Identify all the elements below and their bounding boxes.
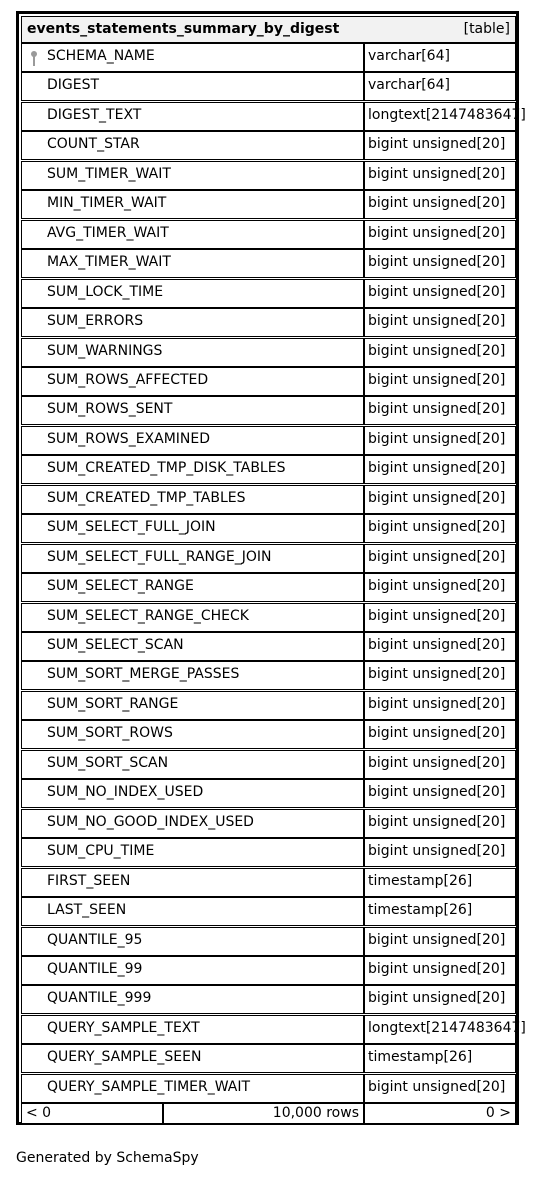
column-type: bigint unsigned[20] (368, 371, 506, 388)
column-type-cell (364, 367, 516, 396)
column-name-cell[interactable] (21, 956, 364, 985)
column-type: bigint unsigned[20] (368, 342, 506, 359)
column-type-cell (364, 190, 516, 219)
column-name-cell[interactable] (21, 720, 364, 749)
table-row[interactable] (21, 308, 516, 337)
column-name-cell[interactable] (21, 603, 364, 632)
column-name: SUM_NO_GOOD_INDEX_USED (47, 813, 254, 830)
column-type-cell (364, 455, 516, 484)
table-row[interactable] (21, 603, 516, 632)
column-type-cell (364, 956, 516, 985)
column-type: bigint unsigned[20] (368, 283, 506, 300)
column-type: varchar[64] (368, 77, 450, 94)
column-type-cell (364, 338, 516, 367)
column-type-cell (364, 396, 516, 425)
column-name: SUM_TIMER_WAIT (47, 165, 171, 182)
column-name-cell[interactable] (21, 809, 364, 838)
column-name-cell[interactable] (21, 308, 364, 337)
column-type: bigint unsigned[20] (368, 578, 506, 595)
column-name-cell[interactable] (21, 455, 364, 484)
column-name-cell[interactable] (21, 661, 364, 690)
table-row[interactable] (21, 514, 516, 543)
column-type: bigint unsigned[20] (368, 313, 506, 330)
column-name: DIGEST_TEXT (47, 106, 142, 123)
column-name-cell[interactable] (21, 985, 364, 1014)
column-name: SUM_SORT_RANGE (47, 695, 179, 712)
column-type: bigint unsigned[20] (368, 519, 506, 536)
column-type-cell (364, 544, 516, 573)
column-name-cell[interactable] (21, 396, 364, 425)
column-type-cell (364, 779, 516, 808)
table-row[interactable] (21, 632, 516, 661)
column-type-cell (364, 868, 516, 897)
column-type: bigint unsigned[20] (368, 843, 506, 860)
column-type: bigint unsigned[20] (368, 666, 506, 683)
column-name: SUM_SELECT_FULL_RANGE_JOIN (47, 548, 272, 565)
table-row[interactable] (21, 161, 516, 190)
column-name-cell[interactable] (21, 367, 364, 396)
footer-parents-cell[interactable] (21, 1103, 163, 1124)
column-type-cell (364, 720, 516, 749)
column-type: bigint unsigned[20] (368, 754, 506, 771)
column-name: SUM_SELECT_FULL_JOIN (47, 519, 216, 536)
column-type: bigint unsigned[20] (368, 548, 506, 565)
table-row[interactable] (21, 956, 516, 985)
column-type-cell (364, 1074, 516, 1103)
column-type-cell (364, 750, 516, 779)
column-type: bigint unsigned[20] (368, 784, 506, 801)
column-name-cell[interactable] (21, 161, 364, 190)
column-name: SUM_SORT_SCAN (47, 754, 169, 771)
column-name: SUM_ROWS_SENT (47, 401, 173, 418)
column-name: QUERY_SAMPLE_TIMER_WAIT (47, 1078, 251, 1095)
column-type-cell (364, 573, 516, 602)
column-type-cell (364, 161, 516, 190)
column-name-cell[interactable] (21, 190, 364, 219)
column-name: QUANTILE_99 (47, 960, 143, 977)
column-name: FIRST_SEEN (47, 872, 131, 889)
table-row[interactable] (21, 779, 516, 808)
table-header (21, 16, 516, 43)
column-type-cell (364, 809, 516, 838)
column-type-cell (364, 838, 516, 867)
column-name: SUM_CREATED_TMP_TABLES (47, 489, 246, 506)
column-name-cell[interactable] (21, 927, 364, 956)
column-type-cell (364, 603, 516, 632)
column-type: varchar[64] (368, 48, 450, 64)
table-row[interactable] (21, 691, 516, 720)
column-type: bigint unsigned[20] (368, 489, 506, 506)
column-name-cell[interactable] (21, 220, 364, 249)
column-type: bigint unsigned[20] (368, 1078, 506, 1095)
footer-rows-cell (163, 1103, 364, 1124)
column-name: SUM_SELECT_RANGE (47, 578, 194, 595)
column-name: AVG_TIMER_WAIT (47, 224, 169, 241)
table-footer (21, 1103, 516, 1124)
table-entity-inner (21, 16, 526, 1122)
table-row[interactable] (21, 396, 516, 425)
column-type-cell (364, 1015, 526, 1044)
column-type: bigint unsigned[20] (368, 931, 506, 948)
column-name-cell[interactable] (21, 43, 364, 72)
column-name: SUM_CREATED_TMP_DISK_TABLES (47, 460, 286, 477)
column-type-cell (364, 102, 526, 131)
column-type: timestamp[26] (368, 902, 473, 919)
column-name-cell[interactable] (21, 544, 364, 573)
generated-by-text: Generated by SchemaSpy (16, 1150, 199, 1166)
column-name-cell[interactable] (21, 1044, 364, 1073)
table-row[interactable] (21, 750, 516, 779)
column-type: bigint unsigned[20] (368, 401, 506, 418)
table-row[interactable] (21, 1074, 516, 1103)
column-name: QUERY_SAMPLE_TEXT (47, 1019, 200, 1036)
column-type-cell (364, 131, 516, 160)
column-type-cell (364, 72, 516, 101)
column-name: SUM_SELECT_RANGE_CHECK (47, 607, 249, 624)
footer-parents-count: < 0 (26, 1105, 52, 1122)
column-name-cell[interactable] (21, 573, 364, 602)
table-row[interactable] (21, 720, 516, 749)
column-name: SCHEMA_NAME (47, 48, 155, 64)
table-row[interactable] (21, 367, 516, 396)
column-type-cell (364, 43, 516, 72)
column-type-cell (364, 985, 516, 1014)
column-type-cell (364, 927, 516, 956)
column-name-cell[interactable] (21, 1074, 364, 1103)
table-row[interactable] (21, 190, 516, 219)
column-name-cell[interactable] (21, 279, 364, 308)
column-name-cell[interactable] (21, 838, 364, 867)
table-row[interactable] (21, 72, 516, 101)
column-type: longtext[2147483647] (368, 106, 526, 123)
table-row[interactable] (21, 927, 516, 956)
column-name: QUANTILE_95 (47, 931, 143, 948)
table-row[interactable] (21, 1044, 516, 1073)
column-name-cell[interactable] (21, 514, 364, 543)
column-name: DIGEST (47, 77, 100, 94)
column-name: SUM_SORT_MERGE_PASSES (47, 666, 240, 683)
column-name-cell[interactable] (21, 338, 364, 367)
column-type-cell (364, 1044, 516, 1073)
column-type-cell (364, 691, 516, 720)
column-name-cell[interactable] (21, 1015, 364, 1044)
column-type-cell (364, 897, 516, 926)
column-name: QUERY_SAMPLE_SEEN (47, 1049, 202, 1066)
column-type: bigint unsigned[20] (368, 607, 506, 624)
column-name: SUM_NO_INDEX_USED (47, 784, 204, 801)
column-type: longtext[2147483647] (368, 1019, 526, 1036)
table-row[interactable] (21, 985, 516, 1014)
table-entity-box (16, 11, 526, 1125)
column-name: SUM_ERRORS (47, 313, 144, 330)
column-type: bigint unsigned[20] (368, 460, 506, 477)
column-type-cell (364, 249, 516, 278)
table-type-label: [table] (463, 21, 510, 37)
column-type: timestamp[26] (368, 1049, 473, 1066)
table-row[interactable] (21, 838, 516, 867)
column-name-cell[interactable] (21, 426, 364, 455)
column-type: bigint unsigned[20] (368, 990, 506, 1007)
column-type-cell (364, 514, 516, 543)
column-name-cell[interactable] (21, 632, 364, 661)
column-name: COUNT_STAR (47, 136, 140, 153)
table-row[interactable] (21, 220, 516, 249)
column-type: bigint unsigned[20] (368, 165, 506, 182)
column-name-cell[interactable] (21, 897, 364, 926)
column-type: bigint unsigned[20] (368, 430, 506, 447)
column-type-cell (364, 632, 516, 661)
column-type-cell (364, 308, 516, 337)
table-row[interactable] (21, 279, 516, 308)
column-name: SUM_WARNINGS (47, 342, 163, 359)
table-name[interactable]: events_statements_summary_by_digest (27, 21, 340, 37)
column-name-cell[interactable] (21, 691, 364, 720)
column-name: SUM_SORT_ROWS (47, 725, 173, 742)
key-icon (29, 50, 39, 68)
table-row[interactable] (21, 661, 516, 690)
column-name: SUM_ROWS_AFFECTED (47, 371, 209, 388)
table-row[interactable] (21, 338, 516, 367)
column-name-cell[interactable] (21, 102, 364, 131)
table-row[interactable] (21, 809, 516, 838)
column-name: SUM_CPU_TIME (47, 843, 155, 860)
column-name-cell[interactable] (21, 779, 364, 808)
column-type: bigint unsigned[20] (368, 960, 506, 977)
column-type-cell (364, 485, 516, 514)
column-name: QUANTILE_999 (47, 990, 152, 1007)
column-name: SUM_ROWS_EXAMINED (47, 430, 211, 447)
column-type: bigint unsigned[20] (368, 254, 506, 271)
table-row[interactable] (21, 455, 516, 484)
table-row[interactable] (21, 131, 516, 160)
column-type: bigint unsigned[20] (368, 136, 506, 153)
column-name-cell[interactable] (21, 485, 364, 514)
column-type: bigint unsigned[20] (368, 224, 506, 241)
footer-children-cell[interactable] (364, 1103, 516, 1124)
column-name-cell[interactable] (21, 750, 364, 779)
table-row[interactable] (21, 897, 516, 926)
column-name-cell[interactable] (21, 868, 364, 897)
column-name-cell[interactable] (21, 72, 364, 101)
column-type-cell (364, 220, 516, 249)
table-row[interactable] (21, 868, 516, 897)
column-type: bigint unsigned[20] (368, 695, 506, 712)
table-row[interactable] (21, 573, 516, 602)
column-type: bigint unsigned[20] (368, 195, 506, 212)
column-type-cell (364, 426, 516, 455)
table-row[interactable] (21, 43, 516, 72)
table-row[interactable] (21, 102, 526, 131)
column-type-cell (364, 661, 516, 690)
column-name: LAST_SEEN (47, 902, 127, 919)
column-name: SUM_LOCK_TIME (47, 283, 164, 300)
column-name-cell[interactable] (21, 131, 364, 160)
column-name-cell[interactable] (21, 249, 364, 278)
column-type: bigint unsigned[20] (368, 637, 506, 653)
table-row[interactable] (21, 426, 516, 455)
column-type-cell (364, 279, 516, 308)
column-type: bigint unsigned[20] (368, 813, 506, 830)
table-row[interactable] (21, 485, 516, 514)
column-type: bigint unsigned[20] (368, 725, 506, 742)
table-row[interactable] (21, 1015, 526, 1044)
table-row[interactable] (21, 249, 516, 278)
footer-row-count: 10,000 rows (272, 1105, 359, 1122)
column-name: SUM_SELECT_SCAN (47, 637, 184, 653)
column-type: timestamp[26] (368, 872, 473, 889)
column-name: MAX_TIMER_WAIT (47, 254, 171, 271)
column-name: MIN_TIMER_WAIT (47, 195, 167, 212)
footer-children-count: 0 > (485, 1105, 511, 1122)
table-row[interactable] (21, 544, 516, 573)
